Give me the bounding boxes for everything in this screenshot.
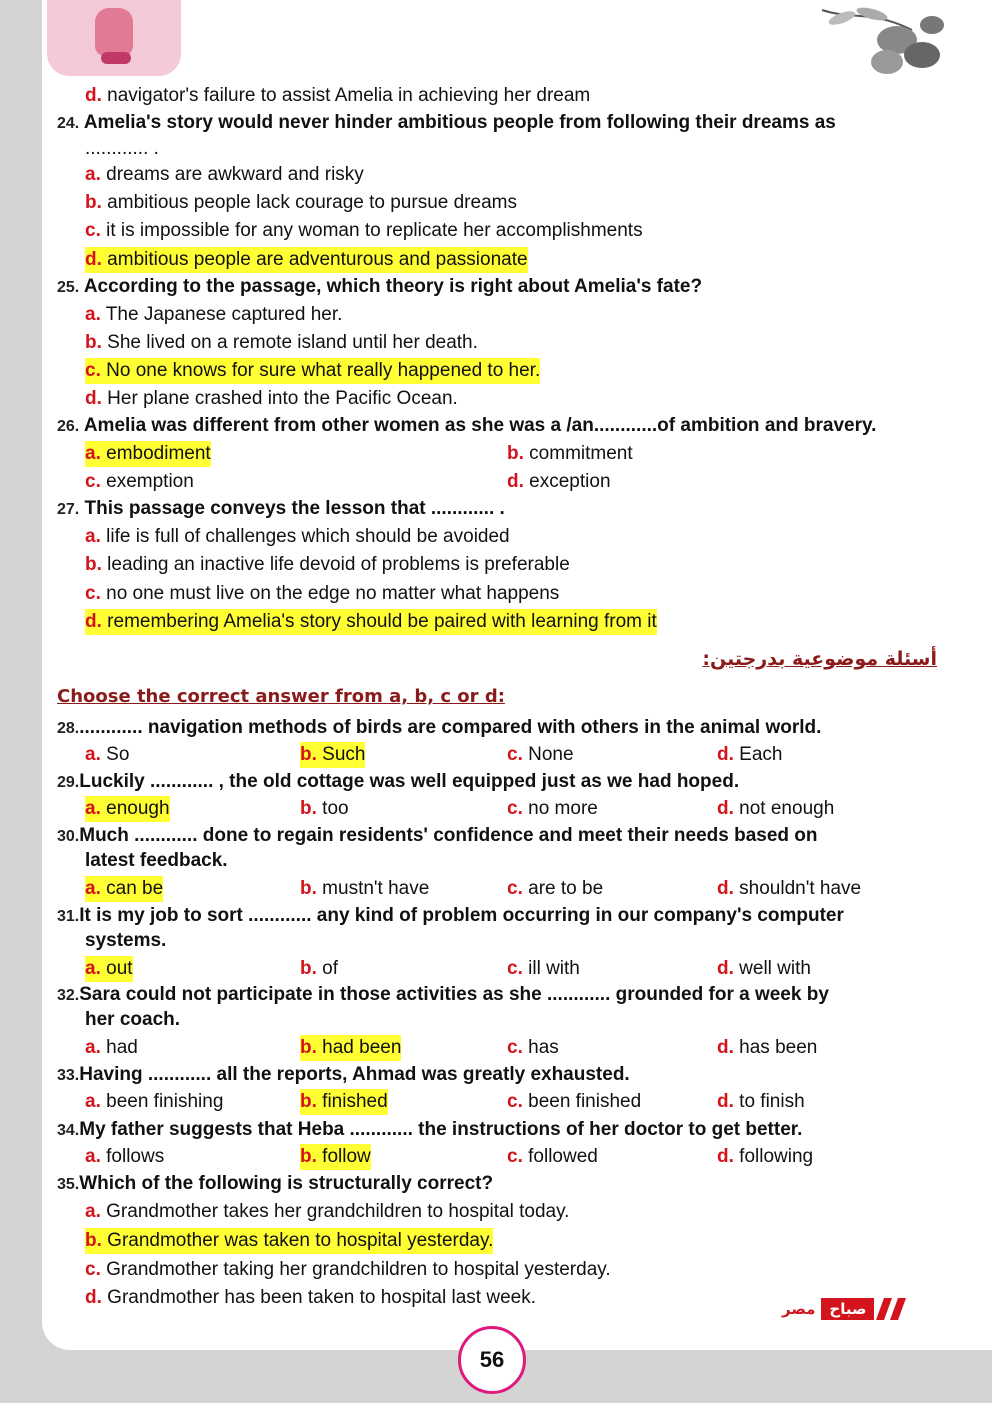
option-32d[interactable]	[717, 1035, 817, 1061]
option-33d[interactable]	[717, 1089, 805, 1115]
question-number: 24.	[57, 115, 80, 132]
option-letter: a.	[85, 744, 101, 765]
question-32-line2: her coach.	[85, 1009, 181, 1030]
question-number: 33.	[57, 1067, 80, 1084]
option-letter: c.	[507, 1091, 523, 1112]
slash-icon	[890, 1298, 906, 1320]
option-text: no more	[528, 798, 598, 819]
question-number: 35.	[57, 1176, 80, 1193]
question-text: Amelia was different from other women as she was a /an............of ambition and bravery.	[83, 415, 877, 436]
choose-heading: Choose the correct answer from a, b, c or d:	[57, 686, 505, 707]
option-letter: b.	[300, 958, 317, 979]
option-27c[interactable]	[85, 581, 559, 607]
question-text: Much ............ done to regain residents' confidence and meet their needs based on	[79, 825, 818, 846]
option-23d[interactable]	[85, 83, 590, 109]
option-text: navigator's failure to assist Amelia in achieving her dream	[107, 85, 591, 106]
option-text: been finished	[528, 1091, 642, 1112]
option-letter: a.	[85, 443, 101, 464]
option-letter: d.	[85, 388, 102, 409]
option-text: can be	[106, 878, 164, 899]
option-text: Grandmother was taken to hospital yesterday.	[107, 1230, 494, 1251]
option-24d-correct[interactable]	[85, 247, 528, 273]
option-letter: a.	[85, 164, 101, 185]
option-text: Grandmother taking her grandchildren to hospital yesterday.	[106, 1259, 611, 1280]
option-letter: a.	[85, 304, 101, 325]
option-35b-correct[interactable]	[85, 1228, 493, 1254]
option-letter: c.	[507, 1146, 523, 1167]
option-28b-correct[interactable]	[300, 742, 365, 768]
option-text: life is full of challenges which should be avoided	[106, 526, 510, 547]
option-25c-correct[interactable]	[85, 358, 540, 384]
option-letter: d.	[85, 1287, 102, 1308]
option-letter: b.	[300, 1091, 317, 1112]
option-text: None	[528, 744, 574, 765]
option-25b[interactable]	[85, 330, 478, 356]
option-30b[interactable]	[300, 876, 429, 902]
option-25a[interactable]	[85, 302, 342, 328]
option-35c[interactable]	[85, 1257, 611, 1283]
question-34	[57, 1117, 802, 1144]
option-text: too	[322, 798, 349, 819]
option-32c[interactable]	[507, 1035, 559, 1061]
option-32b-correct[interactable]	[300, 1035, 401, 1061]
question-text: This passage conveys the lesson that ............ .	[84, 498, 505, 519]
option-text: Grandmother has been taken to hospital last week.	[107, 1287, 536, 1308]
giants-logo	[47, 0, 181, 76]
option-letter: d.	[717, 1091, 734, 1112]
option-34b-correct[interactable]	[300, 1144, 371, 1170]
option-letter: a.	[85, 1146, 101, 1167]
option-text: mustn't have	[322, 878, 430, 899]
option-text: it is impossible for any woman to replicate her accomplishments	[106, 220, 643, 241]
question-text: My father suggests that Heba ............ the instructions of her doctor to get better.	[79, 1119, 803, 1140]
option-text: finished	[322, 1091, 388, 1112]
option-text: Grandmother takes her grandchildren to hospital today.	[106, 1201, 570, 1222]
olive-branch-icon	[812, 0, 952, 82]
option-text: ambitious people are adventurous and passionate	[107, 249, 528, 270]
option-text: followed	[528, 1146, 598, 1167]
option-26c[interactable]	[85, 469, 194, 495]
option-text: dreams are awkward and risky	[106, 164, 364, 185]
option-30c[interactable]	[507, 876, 603, 902]
option-text: ambitious people lack courage to pursue dreams	[107, 192, 517, 213]
option-letter: d.	[717, 744, 734, 765]
option-text: are to be	[528, 878, 604, 899]
option-text: ill with	[528, 958, 580, 979]
option-text: commitment	[529, 443, 633, 464]
option-letter: b.	[85, 192, 102, 213]
question-35	[57, 1171, 493, 1198]
question-text: Luckily ............ , the old cottage was well equipped just as we had hoped.	[79, 771, 740, 792]
option-letter: b.	[85, 554, 102, 575]
arabic-section-heading: أسئلة موضوعية بدرجتين:	[702, 648, 937, 670]
option-26d[interactable]	[507, 469, 611, 495]
option-32a[interactable]	[85, 1035, 138, 1061]
option-28a[interactable]	[85, 742, 129, 768]
option-text: been finishing	[106, 1091, 224, 1112]
question-number: 30.	[57, 828, 80, 845]
option-29a-correct[interactable]	[85, 796, 170, 822]
option-text: to finish	[739, 1091, 805, 1112]
option-letter: d.	[717, 958, 734, 979]
option-letter: d.	[717, 1146, 734, 1167]
option-letter: b.	[300, 878, 317, 899]
option-letter: d.	[85, 249, 102, 270]
option-35d[interactable]	[85, 1285, 536, 1311]
option-26b[interactable]	[507, 441, 633, 467]
option-letter: d.	[85, 85, 102, 106]
option-text: had	[106, 1037, 138, 1058]
question-33	[57, 1062, 630, 1089]
question-number: 26.	[57, 418, 80, 435]
watermark-brand: صباح	[821, 1298, 874, 1320]
publisher-watermark	[782, 1292, 938, 1326]
question-28	[57, 715, 821, 742]
question-text: Having ............ all the reports, Ahmad was greatly exhausted.	[79, 1064, 630, 1085]
question-29	[57, 769, 739, 796]
logo-wordmark	[101, 52, 131, 64]
option-letter: a.	[85, 1201, 101, 1222]
option-34a[interactable]	[85, 1144, 164, 1170]
option-31a-correct[interactable]	[85, 956, 133, 982]
question-31	[57, 903, 935, 930]
option-letter: d.	[717, 878, 734, 899]
option-letter: c.	[85, 220, 101, 241]
option-letter: d.	[717, 798, 734, 819]
option-text: of	[322, 958, 339, 979]
option-33b-correct[interactable]	[300, 1089, 388, 1115]
question-text: Sara could not participate in those activities as she ............ grounded for a week by	[79, 984, 829, 1005]
option-letter: a.	[85, 878, 101, 899]
question-number: 25.	[57, 279, 80, 296]
question-31-line2: systems.	[85, 930, 167, 951]
option-24c[interactable]	[85, 218, 643, 244]
option-35a[interactable]	[85, 1199, 569, 1225]
option-text: Each	[739, 744, 783, 765]
option-letter: c.	[507, 1037, 523, 1058]
question-text: ............ navigation methods of birds are compared with others in the animal world.	[79, 717, 822, 738]
question-30	[57, 823, 935, 850]
option-text: had been	[322, 1037, 402, 1058]
option-33a[interactable]	[85, 1089, 223, 1115]
option-text: following	[739, 1146, 814, 1167]
option-letter: c.	[85, 471, 101, 492]
question-24-line2: ............ .	[85, 138, 159, 159]
question-number: 32.	[57, 987, 80, 1004]
option-text: no one must live on the edge no matter what happens	[106, 583, 560, 604]
watermark-country: مصر	[782, 1300, 816, 1318]
option-text: No one knows for sure what really happened to her.	[106, 360, 541, 381]
option-text: She lived on a remote island until her death.	[107, 332, 478, 353]
option-letter: b.	[300, 744, 317, 765]
option-text: follow	[322, 1146, 371, 1167]
option-24a[interactable]	[85, 162, 364, 188]
question-number: 28.	[57, 720, 80, 737]
option-34c[interactable]	[507, 1144, 598, 1170]
option-letter: b.	[85, 332, 102, 353]
option-28c[interactable]	[507, 742, 574, 768]
option-27a[interactable]	[85, 524, 510, 550]
option-34d[interactable]	[717, 1144, 813, 1170]
option-letter: c.	[85, 360, 101, 381]
question-number: 34.	[57, 1122, 80, 1139]
option-text: out	[106, 958, 133, 979]
option-text: not enough	[739, 798, 835, 819]
option-letter: d.	[507, 471, 524, 492]
page-number: 56	[458, 1326, 526, 1394]
option-letter: a.	[85, 958, 101, 979]
option-letter: b.	[300, 1037, 317, 1058]
option-text: has	[528, 1037, 559, 1058]
question-25	[57, 274, 702, 301]
option-letter: b.	[300, 1146, 317, 1167]
option-letter: b.	[507, 443, 524, 464]
question-number: 31.	[57, 908, 80, 925]
option-letter: a.	[85, 526, 101, 547]
option-text: Her plane crashed into the Pacific Ocean.	[107, 388, 458, 409]
option-29b[interactable]	[300, 796, 349, 822]
option-text: exemption	[106, 471, 194, 492]
option-24b[interactable]	[85, 190, 517, 216]
question-text: Amelia's story would never hinder ambitious people from following their dreams as	[83, 112, 836, 133]
option-30d[interactable]	[717, 876, 861, 902]
option-letter: c.	[85, 1259, 101, 1280]
question-30-line2: latest feedback.	[85, 850, 228, 871]
option-text: shouldn't have	[739, 878, 862, 899]
question-26	[57, 413, 876, 440]
option-letter: a.	[85, 798, 101, 819]
option-letter: a.	[85, 1037, 101, 1058]
option-27d-correct[interactable]	[85, 609, 657, 635]
option-text: Such	[322, 744, 366, 765]
option-letter: c.	[507, 744, 523, 765]
option-letter: c.	[85, 583, 101, 604]
option-letter: b.	[85, 1230, 102, 1251]
option-text: well with	[739, 958, 811, 979]
option-28d[interactable]	[717, 742, 782, 768]
option-text: So	[106, 744, 130, 765]
option-letter: d.	[717, 1037, 734, 1058]
option-text: follows	[106, 1146, 165, 1167]
question-24	[57, 110, 935, 137]
option-31b[interactable]	[300, 956, 338, 982]
question-text: Which of the following is structurally correct?	[79, 1173, 494, 1194]
option-25d[interactable]	[85, 386, 458, 412]
question-number: 27.	[57, 501, 80, 518]
option-29d[interactable]	[717, 796, 834, 822]
question-number: 29.	[57, 774, 80, 791]
question-27	[57, 496, 505, 523]
option-27b[interactable]	[85, 552, 570, 578]
fist-icon	[95, 8, 133, 56]
option-31d[interactable]	[717, 956, 811, 982]
option-text: leading an inactive life devoid of problems is preferable	[107, 554, 570, 575]
option-26a-correct[interactable]	[85, 441, 211, 467]
option-letter: c.	[507, 798, 523, 819]
option-text: embodiment	[106, 443, 211, 464]
question-text: According to the passage, which theory is right about Amelia's fate?	[83, 276, 703, 297]
option-33c[interactable]	[507, 1089, 641, 1115]
option-text: remembering Amelia's story should be paired with learning from it	[107, 611, 657, 632]
question-text: It is my job to sort ............ any kind of problem occurring in our company's computer	[79, 905, 844, 926]
option-30a-correct[interactable]	[85, 876, 163, 902]
option-letter: b.	[300, 798, 317, 819]
option-text: enough	[106, 798, 170, 819]
question-32	[57, 982, 935, 1009]
option-letter: c.	[507, 878, 523, 899]
option-letter: c.	[507, 958, 523, 979]
option-letter: d.	[85, 611, 102, 632]
option-letter: a.	[85, 1091, 101, 1112]
option-31c[interactable]	[507, 956, 580, 982]
option-29c[interactable]	[507, 796, 598, 822]
option-text: exception	[529, 471, 611, 492]
option-text: The Japanese captured her.	[105, 304, 343, 325]
option-text: has been	[739, 1037, 818, 1058]
